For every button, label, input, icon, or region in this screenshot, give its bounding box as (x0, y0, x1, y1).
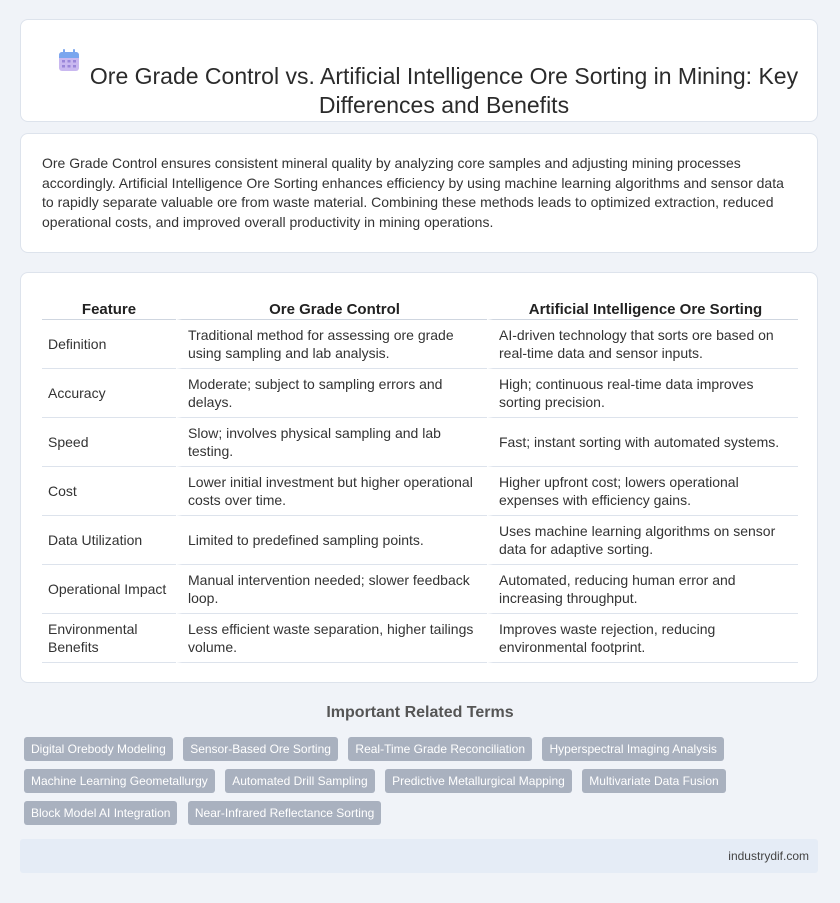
header-ore-grade-control: Ore Grade Control (176, 295, 487, 320)
related-term-tag[interactable]: Real-Time Grade Reconciliation (348, 737, 532, 761)
intro-card (20, 133, 818, 253)
ai-ore-sorting-cell: Uses machine learning algorithms on sensor data for adaptive sorting. (487, 516, 798, 565)
table-row (42, 369, 798, 418)
ore-grade-control-cell: Manual intervention needed; slower feedback loop. (176, 565, 487, 614)
ai-ore-sorting-cell: Automated, reducing human error and increasing throughput. (487, 565, 798, 614)
feature-cell: Cost (42, 467, 176, 516)
related-term-tag[interactable]: Near-Infrared Reflectance Sorting (188, 801, 381, 825)
related-term-tag[interactable]: Hyperspectral Imaging Analysis (542, 737, 723, 761)
table-row (42, 418, 798, 467)
title-card (20, 19, 818, 122)
ore-grade-control-cell: Moderate; subject to sampling errors and delays. (176, 369, 487, 418)
ai-ore-sorting-cell: Higher upfront cost; lowers operational expenses with efficiency gains. (487, 467, 798, 516)
related-term-tag[interactable]: Block Model AI Integration (24, 801, 177, 825)
comparison-table (42, 295, 798, 663)
calendar-icon (58, 48, 80, 72)
comparison-table-card (20, 272, 818, 683)
ore-grade-control-cell: Limited to predefined sampling points. (176, 516, 487, 565)
ore-grade-control-cell: Slow; involves physical sampling and lab testing. (176, 418, 487, 467)
feature-cell: Environmental Benefits (42, 614, 176, 663)
table-row (42, 516, 798, 565)
related-terms-title: Important Related Terms (326, 704, 514, 721)
table-row (42, 614, 798, 663)
related-term-tag[interactable]: Digital Orebody Modeling (24, 737, 173, 761)
header-feature: Feature (42, 295, 176, 320)
ai-ore-sorting-cell: AI-driven technology that sorts ore based on real-time data and sensor inputs. (487, 320, 798, 369)
ore-grade-control-cell: Lower initial investment but higher operational costs over time. (176, 467, 487, 516)
header-ai-ore-sorting: Artificial Intelligence Ore Sorting (487, 295, 798, 320)
ai-ore-sorting-cell: Improves waste rejection, reducing environmental footprint. (487, 614, 798, 663)
related-term-tag[interactable]: Automated Drill Sampling (225, 769, 374, 793)
table-row (42, 320, 798, 369)
related-term-tag[interactable]: Machine Learning Geometallurgy (24, 769, 215, 793)
feature-cell: Data Utilization (42, 516, 176, 565)
footer-site-link[interactable]: industrydif.com (728, 849, 809, 863)
feature-cell: Definition (42, 320, 176, 369)
page-title: Ore Grade Control vs. Artificial Intelligence Ore Sorting in Mining: Key Differences and Benefits (89, 63, 799, 118)
related-terms-list (24, 737, 804, 833)
footer (20, 839, 818, 873)
table-row (42, 565, 798, 614)
ore-grade-control-cell: Traditional method for assessing ore grade using sampling and lab analysis. (176, 320, 487, 369)
related-term-tag[interactable]: Multivariate Data Fusion (582, 769, 725, 793)
table-header-row (42, 295, 798, 320)
table-row (42, 467, 798, 516)
feature-cell: Speed (42, 418, 176, 467)
feature-cell: Operational Impact (42, 565, 176, 614)
ore-grade-control-cell: Less efficient waste separation, higher tailings volume. (176, 614, 487, 663)
intro-paragraph: Ore Grade Control ensures consistent mineral quality by analyzing core samples and adjusting mining processes accordingly. Artificial Intelligence Ore Sorting enhances efficiency by using machine learning algorithms and sensor data to rapidly separate valuable ore from waste material. Combining these methods leads to optimized extraction, reduced operational costs, and improved overall productivity in mining operations. (42, 155, 784, 230)
feature-cell: Accuracy (42, 369, 176, 418)
related-term-tag[interactable]: Sensor-Based Ore Sorting (183, 737, 338, 761)
ai-ore-sorting-cell: High; continuous real-time data improves sorting precision. (487, 369, 798, 418)
ai-ore-sorting-cell: Fast; instant sorting with automated systems. (487, 418, 798, 467)
related-term-tag[interactable]: Predictive Metallurgical Mapping (385, 769, 572, 793)
